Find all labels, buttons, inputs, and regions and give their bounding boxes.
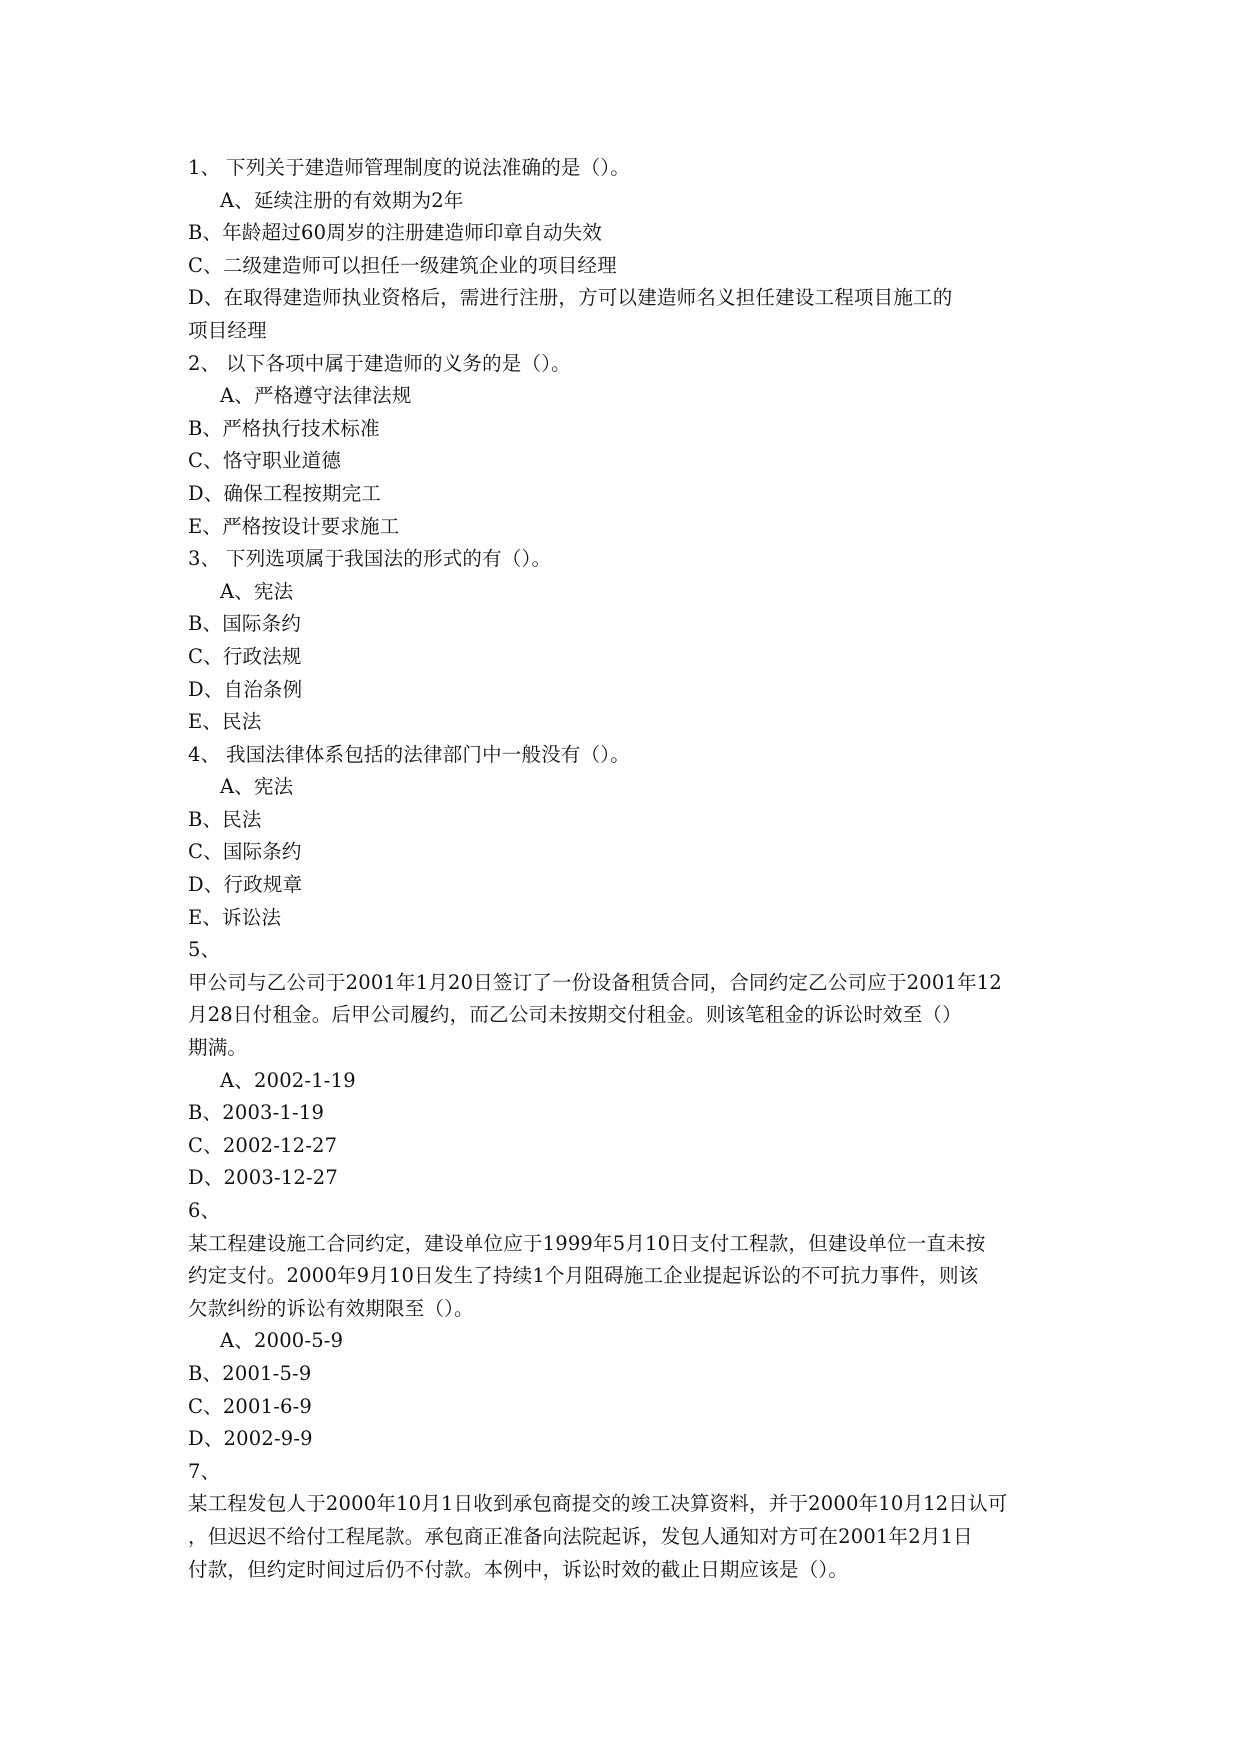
question-1-option-a: A、延续注册的有效期为2年 [220, 188, 464, 212]
question-text: 下列关于建造师管理制度的说法准确的是（）。 [226, 156, 630, 179]
question-6-number: 6、 [188, 1199, 221, 1222]
question-7-stem-line-1: 某工程发包人于2000年10月1日收到承包商提交的竣工决算资料，并于2000年10月12日认可 [188, 1492, 1008, 1516]
question-number: 2、 [188, 351, 221, 375]
question-1-option-d: D、在取得建造师执业资格后，需进行注册，方可以建造师名义担任建设工程项目施工的 [188, 286, 953, 310]
question-text: 以下各项中属于建造师的义务的是（）。 [226, 351, 571, 375]
question-2-stem [188, 348, 1068, 381]
question-4-option-a: A、宪法 [220, 775, 294, 799]
question-text: 下列选项属于我国法的形式的有（）。 [226, 547, 552, 571]
question-6-option-c: C、2001-6-9 [188, 1394, 313, 1418]
question-4-option-d: D、行政规章 [188, 873, 303, 897]
question-7-number: 7、 [188, 1459, 221, 1483]
question-4-stem [188, 739, 1068, 772]
question-4-option-e: E、诉讼法 [188, 905, 282, 929]
question-3-option-d: D、自治条例 [188, 677, 303, 701]
question-6-option-b: B、2001-5-9 [188, 1361, 312, 1385]
question-1-option-c: C、二级建造师可以担任一级建筑企业的项目经理 [188, 253, 617, 277]
question-7-stem-line-3: 付款，但约定时间过后仍不付款。本例中，诉讼时效的截止日期应该是（）。 [188, 1557, 849, 1581]
question-6-stem-line-1: 某工程建设施工合同约定，建设单位应于1999年5月10日支付工程款，但建设单位一直未按 [188, 1231, 986, 1255]
question-3-option-a: A、宪法 [220, 579, 294, 603]
question-3-option-b: B、国际条约 [188, 612, 302, 636]
question-5-option-a: A、2002-1-19 [220, 1068, 356, 1092]
question-2-option-a: A、严格遵守法律法规 [220, 384, 412, 408]
question-6-stem-line-2: 约定支付。2000年9月10日发生了持续1个月阻碍施工企业提起诉讼的不可抗力事件，则该 [188, 1264, 979, 1288]
question-5-option-c: C、2002-12-27 [188, 1133, 338, 1157]
question-2-option-c: C、恪守职业道德 [188, 449, 342, 473]
question-5-option-b: B、2003-1-19 [188, 1101, 325, 1125]
question-4-option-c: C、国际条约 [188, 840, 302, 864]
question-6-option-d: D、2002-9-9 [188, 1427, 313, 1451]
document-body [188, 152, 1068, 1586]
question-5-number: 5、 [188, 938, 221, 962]
question-number: 1、 [188, 156, 221, 179]
question-4-option-b: B、民法 [188, 807, 262, 831]
question-5-stem-line-3: 期满。 [188, 1036, 248, 1060]
question-number: 3、 [188, 547, 221, 571]
question-5-stem-line-1: 甲公司与乙公司于2001年1月20日签订了一份设备租赁合同，合同约定乙公司应于2001年12 [188, 970, 1002, 994]
question-5-option-d: D、2003-12-27 [188, 1166, 338, 1190]
question-2-option-b: B、严格执行技术标准 [188, 416, 380, 440]
question-5-stem-line-2: 月28日付租金。后甲公司履约，而乙公司未按期交付租金。则该笔租金的诉讼时效至（） [188, 1003, 962, 1027]
question-2-option-e: E、严格按设计要求施工 [188, 514, 400, 538]
question-1-option-b: B、年龄超过60周岁的注册建造师印章自动失效 [188, 221, 603, 245]
question-6-option-a: A、2000-5-9 [220, 1329, 344, 1353]
question-7-stem-line-2: ，但迟迟不给付工程尾款。承包商正准备向法院起诉，发包人通知对方可在2001年2月1日 [188, 1524, 973, 1548]
question-3-option-c: C、行政法规 [188, 644, 302, 668]
question-1-option-d-continued: 项目经理 [188, 318, 267, 342]
question-1-stem [188, 152, 1068, 185]
question-3-stem [188, 543, 1068, 576]
question-2-option-d: D、确保工程按期完工 [188, 481, 382, 505]
question-number: 4、 [188, 742, 221, 766]
question-6-stem-line-3: 欠款纠纷的诉讼有效期限至（）。 [188, 1296, 474, 1320]
question-3-option-e: E、民法 [188, 710, 262, 734]
question-text: 我国法律体系包括的法律部门中一般没有（）。 [226, 742, 630, 766]
